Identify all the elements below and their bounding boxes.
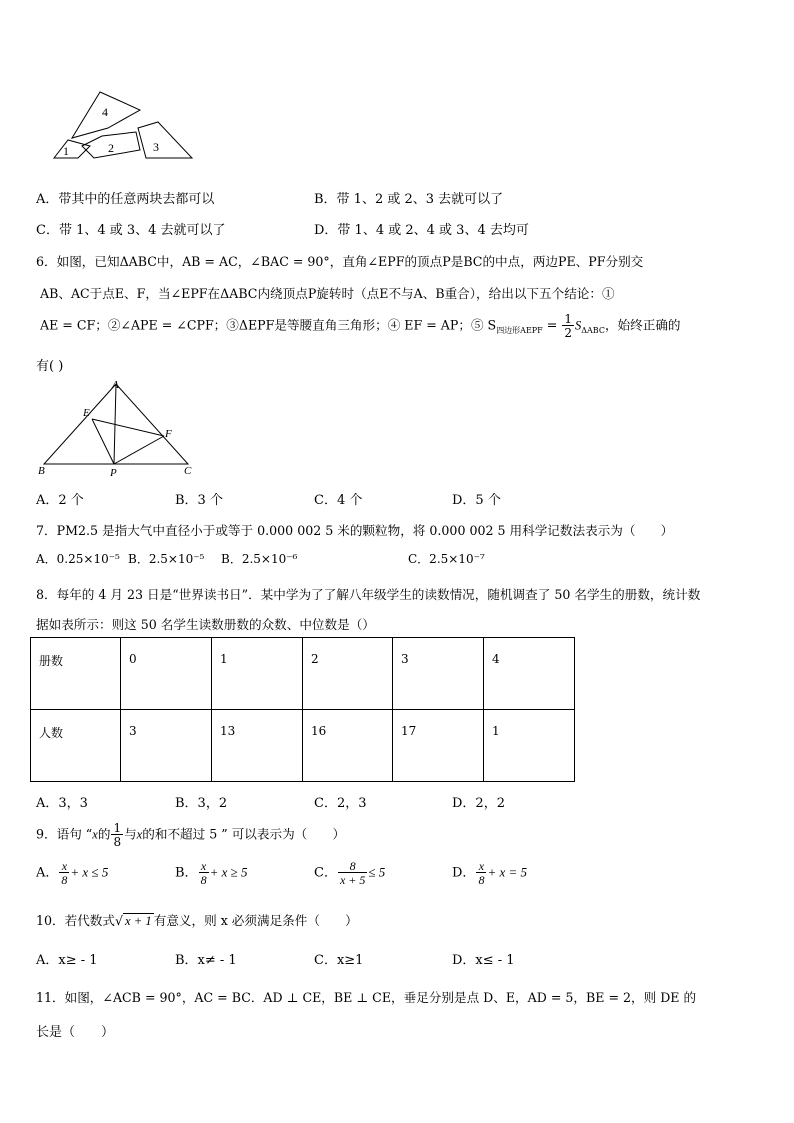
q9-d-num: x (478, 859, 485, 873)
q9-d-rest: + x = 5 (487, 864, 528, 880)
q9-a-num: x (61, 859, 68, 873)
q6-option-a: A．2 个 (36, 493, 84, 508)
q9-d-label: D． (452, 865, 476, 881)
table-cell: 1 (484, 710, 575, 782)
piece-label-4: 4 (102, 105, 108, 119)
q9-c-num: 8 (349, 859, 356, 873)
table-cell: 3 (121, 710, 212, 782)
table-cell: 3 (393, 638, 484, 710)
q6-half-fraction (562, 313, 574, 339)
q10-sqrt-radicand: x + 1 (125, 914, 152, 928)
q9-d-den: 8 (478, 873, 485, 887)
piece-label-3: 3 (153, 140, 159, 154)
q5-option-d: D．带 1、4 或 2、4 或 3、4 去均可 (314, 223, 529, 238)
q7-option-a: A．0.25×10⁻⁵ (36, 552, 120, 566)
q10-text-a: 10．若代数式 (36, 913, 115, 928)
q9-c-label: C． (314, 865, 337, 881)
q9-b-num: x (200, 859, 207, 873)
q9-c-den: x + 5 (339, 873, 366, 887)
table-cell: 4 (484, 638, 575, 710)
q9-option-d (452, 860, 527, 886)
q9-b-rest: + x ≥ 5 (209, 864, 248, 880)
q9-option-c (314, 860, 385, 886)
label-p: P (110, 467, 117, 479)
table-cell: 1 (212, 638, 303, 710)
q9-text-a: 9．语句 “ (36, 826, 93, 842)
q6-area-sub: 四边形AEPF (496, 326, 543, 336)
q6-option-c: C．4 个 (314, 493, 363, 508)
q6-s2: S (574, 318, 582, 333)
label-c: C (184, 465, 192, 477)
segment-ef (92, 419, 164, 436)
q9-b-fraction (199, 860, 209, 886)
table-row (31, 710, 575, 782)
q8-option-c: C．2，3 (314, 796, 367, 811)
table-cell: 册数 (31, 638, 121, 710)
q9-text-d: 的和不超过 5 ” 可以表示为（ ） (142, 826, 346, 842)
table-cell: 17 (393, 710, 484, 782)
piece-3 (138, 122, 192, 158)
q5-option-c: C．带 1、4 或 3、4 去就可以了 (36, 223, 226, 238)
table-cell: 13 (212, 710, 303, 782)
q6-stem-line1: 6．如图，已知ΔABC中，AB = AC，∠BAC = 90°，直角∠EPF的顶点P是BC的中点，两边PE、PF分别交 (36, 254, 644, 269)
label-f: F (165, 428, 172, 440)
q7-option-b: B．2.5×10⁻⁵ (128, 552, 205, 566)
piece-label-2: 2 (108, 141, 114, 155)
q5-option-a: A．带其中的任意两块去都可以 (36, 192, 215, 207)
label-a: A (112, 379, 119, 391)
q9-text-b: 的 (97, 826, 111, 842)
q11-stem-line2: 长是（ ） (36, 1025, 115, 1040)
q6-line3-end: ，始终正确的 (604, 317, 681, 333)
q9-a-rest: + x ≤ 5 (70, 864, 109, 880)
q5-option-b: B．带 1、2 或 2、3 去就可以了 (314, 192, 504, 207)
q8-option-d: D．2，2 (452, 796, 505, 811)
segment-pf (114, 436, 164, 464)
q6-stem-line4: 有( ) (36, 359, 64, 374)
piece-label-1: 1 (63, 144, 69, 158)
q8-stem-line2: 据如表所示：则这 50 名学生读数册数的众数、中位数是（） (36, 617, 375, 632)
q8-stem-line1: 8．每年的 4 月 23 日是“世界读书日”．某中学为了了解八年级学生的读数情况，随机调查了 50 名学生的册数，统计数 (36, 587, 701, 602)
q6-triangle-figure (36, 376, 200, 480)
q6-abc-sub: ΔABC (581, 326, 605, 336)
q9-a-fraction (59, 860, 69, 886)
q6-line3-start: AE = CF；②∠APE = ∠CPF；③ΔEPF是等腰直角三角形；④ EF = AP；⑤ S (40, 317, 497, 333)
label-b: B (38, 465, 45, 477)
q9-a-label: A． (36, 865, 59, 881)
q6-half-den: 2 (564, 326, 572, 340)
q10-option-c: C．x≥1 (314, 953, 364, 968)
q6-stem-line2: AB、AC于点E、F，当∠EPF在ΔABC内绕顶点P旋转时（点E不与A、B重合），给出以下五个结论：① (40, 286, 615, 301)
table-cell: 人数 (31, 710, 121, 782)
q10-text-b: 有意义，则 x 必须满足条件（ ） (153, 913, 358, 928)
q9-a-den: 8 (61, 873, 68, 887)
q9-option-b (175, 860, 248, 886)
q9-c-fraction (338, 860, 367, 886)
q8-data-table (30, 637, 575, 782)
q10-option-a: A．x≥ - 1 (36, 953, 98, 968)
sqrt-sign: √ (115, 913, 124, 928)
q5-triangle-pieces-figure (50, 88, 198, 164)
q10-stem (36, 910, 358, 929)
q9-var-x: x (92, 827, 98, 842)
q8-option-a: A．3，3 (36, 796, 88, 811)
q9-frac-den: 8 (113, 835, 122, 849)
q9-option-a (36, 860, 108, 886)
segment-pe (92, 419, 114, 464)
label-e: E (83, 407, 90, 419)
q9-b-den: 8 (200, 873, 207, 887)
table-cell: 16 (303, 710, 393, 782)
table-cell: 0 (121, 638, 212, 710)
q9-text-c: 与 (124, 826, 137, 842)
q9-frac-num: 1 (113, 821, 122, 835)
q8-option-b: B．3，2 (175, 796, 228, 811)
table-row (31, 638, 575, 710)
q9-b-label: B． (175, 865, 198, 881)
q10-option-d: D．x≤ - 1 (452, 953, 515, 968)
q7-option-c: C．2.5×10⁻⁷ (408, 552, 485, 566)
q9-c-rest: ≤ 5 (368, 864, 386, 880)
q6-half-num: 1 (564, 312, 572, 326)
q9-var-x2: x (136, 827, 143, 842)
q6-eq: = (542, 317, 562, 333)
table-cell: 2 (303, 638, 393, 710)
q10-option-b: B．x≠ - 1 (175, 953, 237, 968)
q11-stem-line1: 11．如图，∠ACB = 90°，AC = BC．AD ⊥ CE，BE ⊥ CE，垂足分别是点 D、E，AD = 5，BE = 2，则 DE 的 (36, 990, 697, 1005)
q6-stem-line3 (40, 313, 681, 339)
q7-option-b2: B．2.5×10⁻⁶ (221, 552, 298, 566)
q6-option-b: B．3 个 (175, 493, 223, 508)
q9-d-fraction (476, 860, 486, 886)
q6-option-d: D．5 个 (452, 493, 501, 508)
q9-stem (36, 822, 345, 848)
q9-one-eighth (111, 822, 123, 848)
q7-stem: 7．PM2.5 是指大气中直径小于或等于 0.000 002 5 米的颗粒物，将 0.000 002 5 用科学记数法表示为（ ） (36, 523, 674, 538)
